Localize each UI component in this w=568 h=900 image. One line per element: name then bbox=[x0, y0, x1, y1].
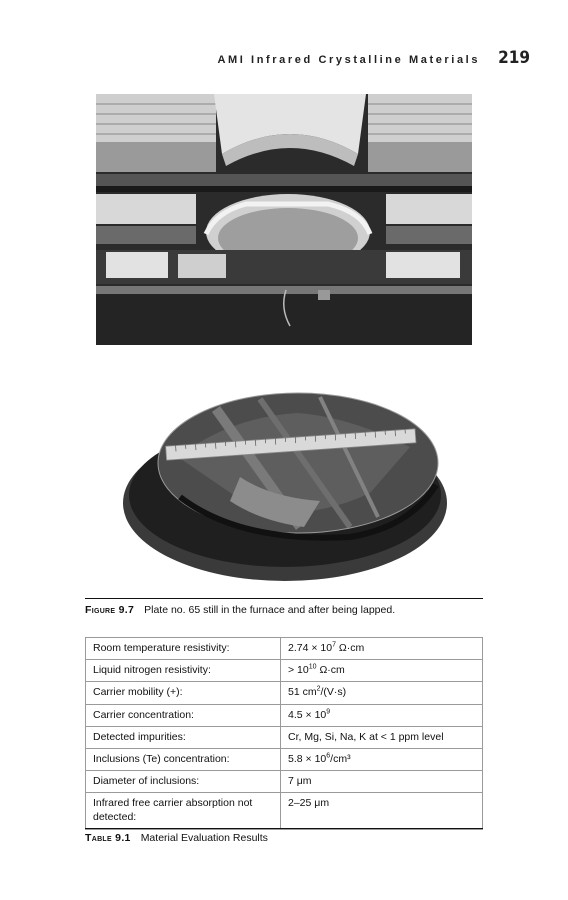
running-title: AMI Infrared Crystalline Materials bbox=[217, 54, 481, 66]
table-row bbox=[86, 748, 483, 770]
value-text: 2–25 μm bbox=[288, 797, 330, 810]
value-text: 51 cm bbox=[288, 686, 317, 699]
value-text: 7 μm bbox=[288, 775, 312, 788]
figure-caption-rule bbox=[85, 598, 483, 599]
property-cell: Diameter of inclusions: bbox=[86, 771, 281, 793]
property-cell: Carrier concentration: bbox=[86, 704, 281, 726]
furnace-photo bbox=[96, 94, 472, 345]
table-caption-rule bbox=[85, 828, 483, 829]
table-row bbox=[86, 771, 483, 793]
value-text: 2.74 × 10 bbox=[288, 642, 333, 654]
table-row bbox=[86, 682, 483, 704]
value-cell bbox=[281, 638, 483, 660]
value-text: 5.8 × 10 bbox=[288, 752, 327, 765]
value-cell bbox=[281, 726, 483, 748]
value-unit: /cm³ bbox=[330, 752, 351, 765]
value-text: 4.5 × 10 bbox=[288, 708, 327, 721]
value-exponent: 10 bbox=[308, 663, 317, 671]
value-cell bbox=[281, 748, 483, 770]
value-unit: /(V·s) bbox=[320, 686, 347, 699]
lapped-plate-photo bbox=[120, 377, 450, 585]
figure-caption-text: Plate no. 65 still in the furnace and after being lapped. bbox=[144, 604, 396, 616]
page-number: 219 bbox=[498, 48, 530, 68]
property-cell: Liquid nitrogen resistivity: bbox=[86, 660, 281, 682]
property-cell: Carrier mobility (+): bbox=[86, 682, 281, 704]
value-cell bbox=[281, 682, 483, 704]
value-cell bbox=[281, 704, 483, 726]
value-cell bbox=[281, 793, 483, 829]
table-caption-text: Material Evaluation Results bbox=[140, 832, 268, 844]
value-unit: Ω·cm bbox=[316, 664, 345, 677]
figure-caption bbox=[85, 604, 483, 616]
table-label: Table 9.1 bbox=[85, 832, 131, 844]
value-text: > 10 bbox=[288, 664, 309, 677]
table-row bbox=[86, 638, 483, 660]
value-text: Cr, Mg, Si, Na, K at < 1 ppm level bbox=[288, 730, 444, 743]
value-exponent: 9 bbox=[326, 708, 331, 716]
value-unit: Ω·cm bbox=[336, 642, 365, 654]
value-cell bbox=[281, 771, 483, 793]
running-head bbox=[60, 48, 530, 68]
property-cell: Infrared free carrier absorption not detected: bbox=[86, 793, 281, 829]
value-exponent: 2 bbox=[316, 685, 321, 693]
table-row bbox=[86, 726, 483, 748]
value-exponent: 7 bbox=[332, 641, 336, 649]
table-row bbox=[86, 660, 483, 682]
property-cell: Room temperature resistivity: bbox=[86, 638, 281, 660]
property-cell: Detected impurities: bbox=[86, 726, 281, 748]
value-cell bbox=[281, 660, 483, 682]
figure-label: Figure 9.7 bbox=[85, 604, 135, 616]
table-row bbox=[86, 704, 483, 726]
table-caption bbox=[85, 832, 483, 844]
value-exponent: 6 bbox=[326, 752, 331, 760]
table-row bbox=[86, 793, 483, 829]
property-cell: Inclusions (Te) concentration: bbox=[86, 748, 281, 770]
material-evaluation-table bbox=[85, 637, 483, 830]
